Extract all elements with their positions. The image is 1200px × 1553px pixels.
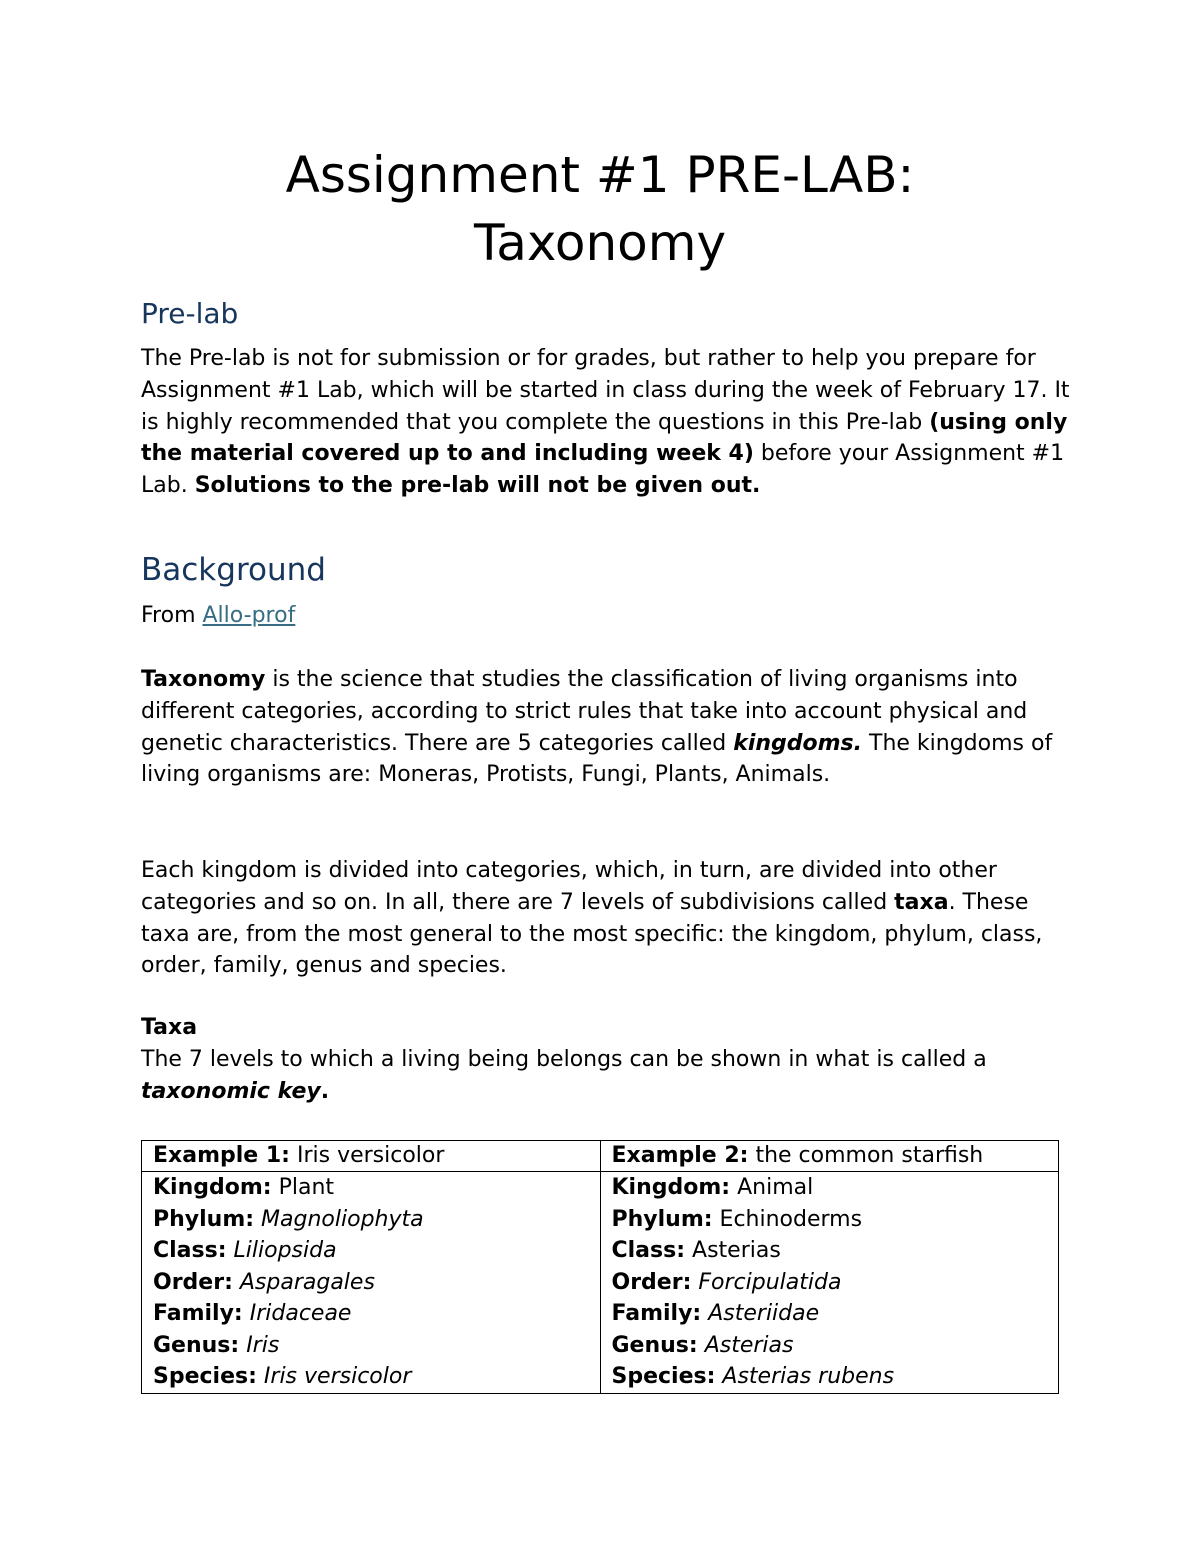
- taxonomy-text-1: is the science that studies the classification of living organisms into different categories, according to strict rules that take into account physical and genetic characteristics. There are 5 categories called: [141, 667, 1028, 756]
- taxa-subheading: Taxa: [141, 1015, 198, 1040]
- example-2-header: [600, 1141, 1059, 1172]
- taxonomy-example-table: [141, 1140, 1059, 1394]
- taxonomic-key-end: .: [320, 1078, 330, 1104]
- col2-taxon-label: Class:: [611, 1238, 686, 1263]
- col1-taxon-row: [153, 1330, 600, 1362]
- col1-taxon-row: [153, 1298, 600, 1330]
- col1-taxon-row: [153, 1235, 600, 1267]
- col1-taxon-label: Order:: [153, 1269, 233, 1295]
- example-1-header: [142, 1141, 601, 1172]
- taxonomy-text-2: The kingdoms of living organisms are: Moneras, Protists, Fungi, Plants, Animals.: [141, 730, 1053, 788]
- table-header-row: [142, 1141, 1059, 1172]
- col1-taxon-label: Family:: [153, 1301, 243, 1326]
- col1-taxon-row: [153, 1172, 600, 1204]
- col1-taxon-row: [153, 1204, 600, 1236]
- source-label: From: [141, 603, 203, 628]
- prelab-text-2: before your Assignment #1 Lab.: [141, 441, 1065, 499]
- taxa-term: taxa: [894, 889, 949, 915]
- col1-taxon-label: Genus:: [153, 1332, 240, 1358]
- example-2-taxa-cell: [600, 1172, 1059, 1394]
- col2-taxon-value: Forcipulatida: [691, 1269, 842, 1295]
- prelab-paragraph: [141, 343, 1071, 502]
- col1-taxon-row: [153, 1361, 600, 1393]
- col2-taxon-row: [612, 1361, 1059, 1393]
- taxonomy-term: Taxonomy: [141, 667, 266, 692]
- example-1-label: Example 1:: [153, 1143, 290, 1168]
- col2-taxon-label: Species:: [611, 1364, 716, 1389]
- col2-taxon-row: [612, 1204, 1059, 1236]
- document-title-line1: Assignment #1 PRE-LAB:: [285, 146, 915, 204]
- example-2-label: Example 2:: [611, 1143, 749, 1168]
- col2-taxon-value: Animal: [730, 1175, 814, 1200]
- col2-taxon-value: Asterias: [697, 1332, 794, 1358]
- col1-taxon-label: Species:: [153, 1364, 257, 1389]
- col2-taxon-row: [612, 1235, 1059, 1267]
- taxonomic-key-paragraph: [141, 1044, 1071, 1108]
- table-body-row: [142, 1172, 1059, 1394]
- col1-taxon-label: Phylum:: [153, 1206, 255, 1232]
- col1-taxon-value: Plant: [271, 1175, 335, 1200]
- col1-taxon-label: Class:: [153, 1238, 227, 1263]
- col1-taxon-label: Kingdom:: [153, 1175, 272, 1200]
- col1-taxon-value: Magnoliophyta: [254, 1206, 424, 1232]
- col2-taxon-label: Order:: [611, 1269, 692, 1295]
- col2-taxon-label: Kingdom:: [611, 1175, 731, 1200]
- example-1-value: Iris versicolor: [289, 1143, 445, 1168]
- prelab-bold-1: (using only the material covered up to and including week 4): [141, 409, 1068, 467]
- example-2-value: the common starfish: [748, 1143, 984, 1168]
- col2-taxon-value: Asteriidae: [701, 1301, 820, 1326]
- source-line: [141, 600, 1071, 632]
- col2-taxon-row: [612, 1330, 1059, 1362]
- col2-taxon-label: Family:: [611, 1301, 702, 1326]
- prelab-heading: Pre-lab: [141, 297, 239, 330]
- example-1-taxa-cell: [142, 1172, 601, 1394]
- subdivision-text-2: . These taxa are, from the most general to the most specific: the kingdom, phylum, class, order, family, genus and species.: [141, 889, 1043, 979]
- col1-taxon-value: Asparagales: [232, 1269, 375, 1295]
- col2-taxon-label: Genus:: [611, 1332, 698, 1358]
- allo-prof-link[interactable]: Allo-prof: [202, 603, 296, 628]
- col2-taxon-row: [612, 1267, 1059, 1299]
- document-title-line2: Taxonomy: [473, 214, 727, 272]
- col1-taxon-value: Liliopsida: [226, 1238, 337, 1263]
- taxonomy-paragraph: [141, 664, 1071, 791]
- subdivision-paragraph: [141, 855, 1071, 982]
- kingdoms-term: kingdoms.: [733, 730, 863, 756]
- taxonomic-key-term: taxonomic key: [141, 1078, 321, 1104]
- col2-taxon-row: [612, 1172, 1059, 1204]
- col2-taxon-label: Phylum:: [611, 1206, 713, 1232]
- subdivision-text-1: Each kingdom is divided into categories, which, in turn, are divided into other categories and so on. In all, there are 7 levels of subdivisions called: [141, 858, 997, 915]
- col1-taxon-value: Iridaceae: [242, 1301, 352, 1326]
- col1-taxon-row: [153, 1267, 600, 1299]
- taxonomic-key-text: The 7 levels to which a living being belongs can be shown in what is called a: [141, 1047, 987, 1072]
- col1-taxon-value: Iris versicolor: [256, 1364, 412, 1389]
- col2-taxon-value: Asterias: [685, 1238, 781, 1263]
- col1-taxon-value: Iris: [239, 1332, 280, 1358]
- prelab-text-1: The Pre-lab is not for submission or for grades, but rather to help you prepare for Assignment #1 Lab, which will be started in class during the week of February 17. It is highly recommended that you complete the questions in this Pre-lab: [141, 346, 1070, 435]
- background-heading: Background: [141, 552, 326, 588]
- col2-taxon-value: Asterias rubens: [715, 1364, 895, 1389]
- col2-taxon-value: Echinoderms: [712, 1206, 863, 1232]
- prelab-bold-2: Solutions to the pre-lab will not be given out.: [194, 473, 761, 499]
- col2-taxon-row: [612, 1298, 1059, 1330]
